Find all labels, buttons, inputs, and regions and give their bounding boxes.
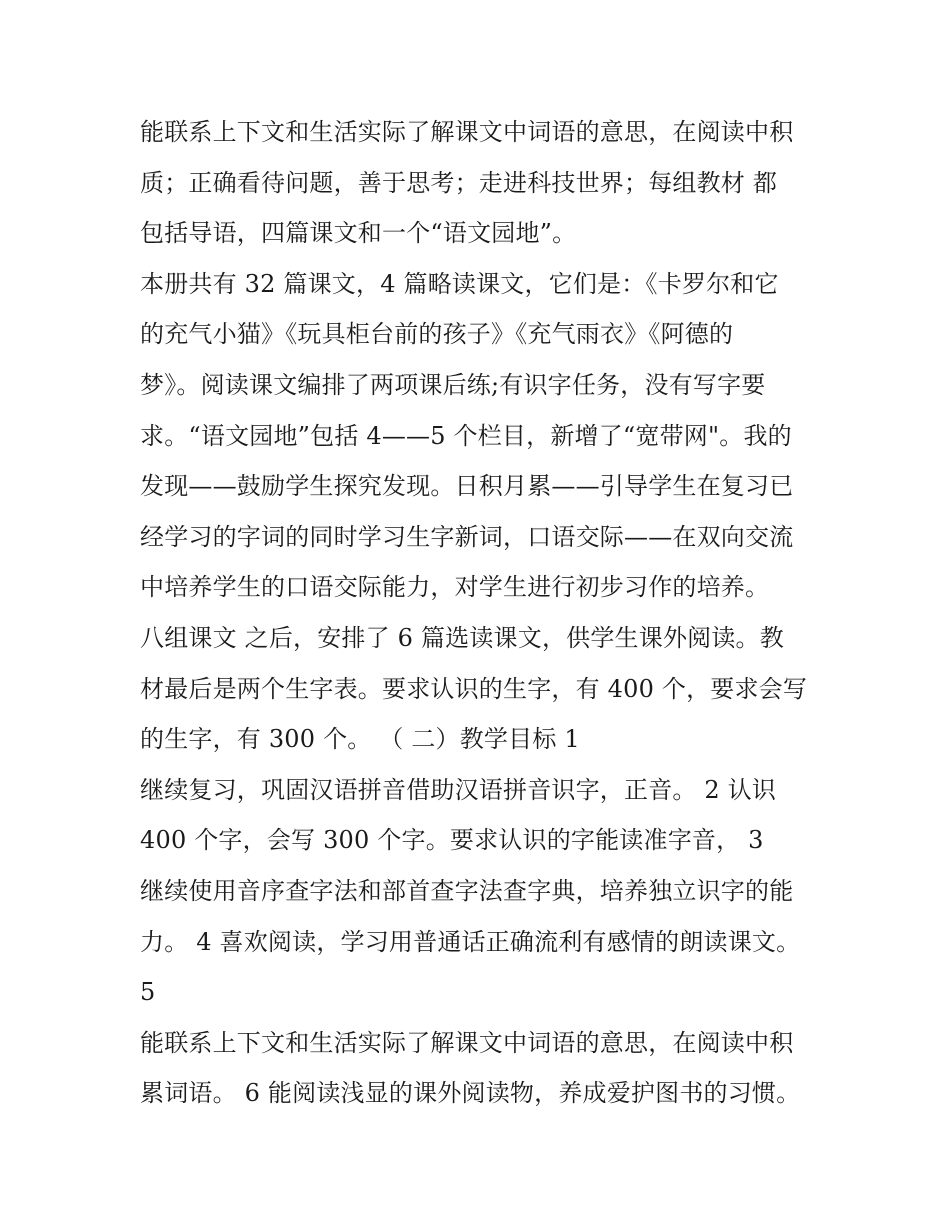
text-line-1: 能联系上下文和生活实际了解课文中词语的意思，在阅读中积 [140,118,794,146]
text-line-19: 能联系上下文和生活实际了解课文中词语的意思，在阅读中积 [140,1028,794,1057]
text-line-3: 包括导语，四篇课文和一个“语文园地”。 [140,219,577,248]
text-line-9: 经学习的字词的同时学习生字新词，口语交际——在双向交流 [140,522,794,551]
body-text [140,107,840,1119]
text-line-18: 5 [140,978,156,1007]
text-line-20: 累词语。 6 能阅读浅显的课外阅读物，养成爱护图书的习惯。 [140,1079,801,1108]
text-line-13: 的生字，有 300 个。 （ 二）教学目标 1 [140,725,580,754]
text-line-5: 的充气小猫》《玩具柜台前的孩子》《充气雨衣》《阿德的 [140,320,734,349]
text-line-4: 本册共有 32 篇课文，4 篇略读课文，它们是：《卡罗尔和它 [140,269,779,298]
text-line-6: 梦》。阅读课文编排了两项课后练;有识字任务，没有写字要 [140,370,766,399]
text-line-10: 中培养学生的口语交际能力，对学生进行初步习作的培养。 [140,573,770,602]
text-line-14: 继续复习，巩固汉语拼音借助汉语拼音识字，正音。 2 认识 [140,775,777,804]
text-line-15: 400 个字，会写 300 个字。要求认识的字能读准字音， 3 [140,826,764,855]
text-line-17: 力。 4 喜欢阅读，学习用普通话正确流利有感情的朗读课文。 [140,927,801,956]
text-line-16: 继续使用音序查字法和部首查字法查字典，培养独立识字的能 [140,876,794,905]
text-line-11: 八组课文 之后，安排了 6 篇选读课文，供学生课外阅读。教 [140,623,784,652]
text-line-2: 质；正确看待问题，善于思考；走进科技世界；每组教材 都 [140,168,778,197]
text-line-8: 发现——鼓励学生探究发现。日积月累——引导学生在复习已 [140,472,794,501]
text-line-7: 求。“语文园地”包括 4——5 个栏目，新增了“宽带网"。我的 [140,421,792,450]
text-line-12: 材最后是两个生字表。要求认识的生字，有 400 个，要求会写 [140,674,808,703]
